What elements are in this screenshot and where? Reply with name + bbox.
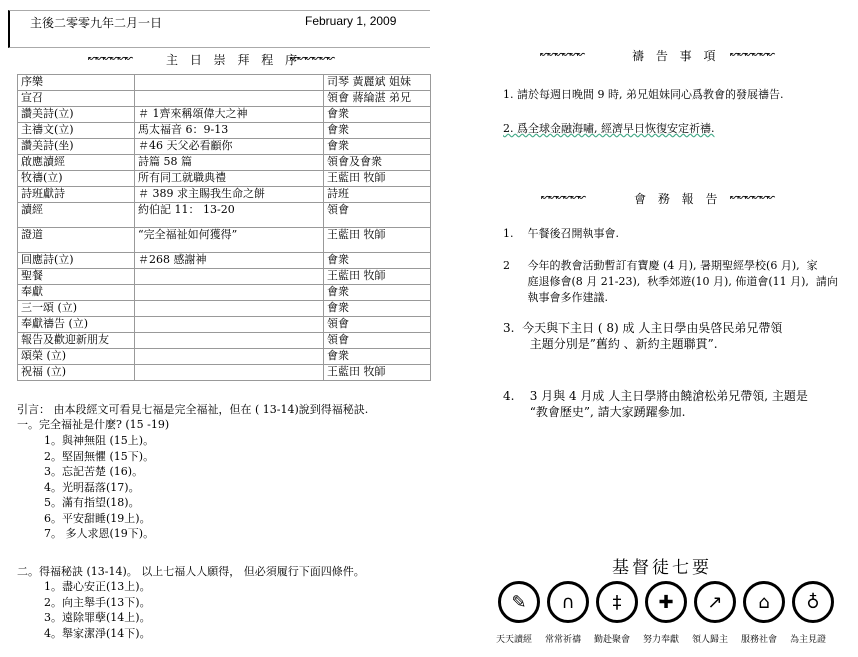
outline-item: 3。忘記苦楚 (16)。 — [44, 465, 144, 478]
worship-item: 啟應讀經 — [18, 155, 135, 171]
worship-order-table — [17, 74, 431, 381]
announce-item-3 — [503, 320, 782, 352]
outline-item: 4。光明磊落(17)。 — [44, 480, 140, 494]
worship-item: 序樂 — [18, 75, 135, 91]
worship-content — [135, 365, 324, 381]
worship-leader: 領會及會衆 — [324, 155, 431, 171]
worship-row — [18, 228, 431, 253]
essential-label: 天天讀經 — [496, 635, 533, 645]
worship-row — [18, 349, 431, 365]
worship-content: 馬太福音 6：9-13 — [135, 123, 324, 139]
worship-content — [135, 317, 324, 333]
worship-item: 奉獻禱告 (立) — [18, 317, 135, 333]
worship-row — [18, 91, 431, 107]
worship-item: 宣召 — [18, 91, 135, 107]
point-two-title: 二。得福秘訣 (13-14)。 以上七福人人願得， 但必須履行下面四條件。 — [17, 565, 365, 578]
worship-item: 頌榮 (立) — [18, 349, 135, 365]
prayer-item-2: 2. 爲全球金融海嘯, 經濟早日恢復安定祈禱. — [503, 122, 715, 135]
worship-row — [18, 203, 431, 228]
giving-icon: ✚ — [645, 581, 687, 623]
essential-label: 為主見證 — [790, 635, 827, 645]
worship-row — [18, 171, 431, 187]
outline-item: 3。遠除罪孽(14上)。 — [44, 611, 151, 624]
worship-leader: 詩班 — [324, 187, 431, 203]
worship-row — [18, 333, 431, 349]
worship-item: 牧禱(立) — [18, 171, 135, 187]
sermon-intro: 引言： 由本段經文可看見七福是完全福祉，但在 ( 13-14)說到得福秘訣. — [17, 403, 369, 416]
worship-item: 三一頌 (立) — [18, 301, 135, 317]
worship-row — [18, 285, 431, 301]
worship-content: ＃ 389 求主賜我生命之餅 — [135, 187, 324, 203]
worship-leader: 王藍田 牧師 — [324, 269, 431, 285]
announce-line: 庭退修會(8 月 21-23), 秋季郊遊(10 月), 佈道會(11 月), 請向 — [503, 275, 838, 288]
point-one-list — [44, 433, 154, 542]
announce-line: 3. 今天與下主日 ( 8) 成 人主日學由吳啓民弟兄帶領 — [503, 321, 783, 335]
worship-content — [135, 75, 324, 91]
worship-leader: 會衆 — [324, 253, 431, 269]
worship-row — [18, 139, 431, 155]
worship-leader: 會衆 — [324, 123, 431, 139]
worship-leader: 會衆 — [324, 285, 431, 301]
title-ornament-right: ↜↜↜↜↜↜ — [290, 53, 335, 64]
outline-item: 1。盡心安正(13上)。 — [44, 580, 151, 593]
worship-item: 聖餐 — [18, 269, 135, 285]
worship-content: ＃46 天父必看顧你 — [135, 139, 324, 155]
worship-content: ＃ 1齊來稱頌偉大之神 — [135, 107, 324, 123]
praying-icon: ∩ — [547, 581, 589, 623]
prayer-title: 禱 告 事 項 — [632, 49, 720, 63]
evangelism-icon: ↗ — [694, 581, 736, 623]
worship-row — [18, 155, 431, 171]
announce-line: 2 今年的教會活動暫訂有寶慶 (4 月), 暑期聖經學校(6 月), 家 — [503, 259, 818, 272]
outline-item: 5。滿有指望(18)。 — [44, 496, 140, 509]
announce-line: 主題分別是”舊約 、新約主題聯貫”. — [503, 337, 718, 351]
worship-content — [135, 269, 324, 285]
worship-row — [18, 317, 431, 333]
essential-label: 常常祈禱 — [545, 635, 582, 645]
worship-item: 詩班獻詩 — [18, 187, 135, 203]
point-two-list — [44, 579, 151, 641]
outline-item: 4。舉家潔淨(14下)。 — [44, 626, 151, 640]
outline-item: 6。平安甜睡(19上)。 — [44, 511, 151, 525]
worship-row — [18, 269, 431, 285]
worship-item: 讚美詩(坐) — [18, 139, 135, 155]
worship-row — [18, 107, 431, 123]
worship-content: 所有同工就職典禮 — [135, 171, 324, 187]
worship-row — [18, 187, 431, 203]
worship-item: 主禱文(立) — [18, 123, 135, 139]
worship-item: 奉獻 — [18, 285, 135, 301]
essential-label: 領人歸主 — [692, 635, 729, 645]
prayer-ornament-right: ↜↜↜↜↜↜ — [730, 49, 775, 60]
worship-leader: 領會 — [324, 317, 431, 333]
worship-leader: 會衆 — [324, 139, 431, 155]
worship-content — [135, 301, 324, 317]
announce-item-2 — [503, 258, 838, 306]
worship-content — [135, 349, 324, 365]
worship-leader: 王藍田 牧師 — [324, 228, 431, 253]
worship-item: 祝福 (立) — [18, 365, 135, 381]
outline-item: 2。堅固無懼 (15下)。 — [44, 449, 155, 463]
worship-content: “完全福祉如何獲得” — [135, 228, 324, 253]
worship-item: 報告及歡迎新朋友 — [18, 333, 135, 349]
announce-ornament-right: ↜↜↜↜↜↜ — [730, 192, 775, 203]
reading-icon: ✎ — [498, 581, 540, 623]
announce-ornament-left: ↜↜↜↜↜↜ — [541, 192, 586, 203]
announce-line: 執事會多作建議. — [503, 291, 608, 304]
gathering-icon: ‡ — [596, 581, 638, 623]
worship-row — [18, 301, 431, 317]
worship-row — [18, 253, 431, 269]
worship-row — [18, 75, 431, 91]
worship-leader: 領會 — [324, 333, 431, 349]
prayer-ornament-left: ↜↜↜↜↜↜ — [540, 49, 585, 60]
point-one-title: 一。完全福祉是什麼? (15 -19) — [17, 418, 170, 431]
worship-leader: 王藍田 牧師 — [324, 365, 431, 381]
worship-leader: 會衆 — [324, 349, 431, 365]
outline-item: 1。與神無阻 (15上)。 — [44, 434, 155, 447]
worship-leader: 王藍田 牧師 — [324, 171, 431, 187]
english-date: February 1, 2009 — [305, 14, 397, 28]
worship-leader: 領會 — [324, 203, 431, 228]
announce-item-4 — [503, 388, 808, 420]
announce-line: “教會歷史”, 請大家踴躍參加. — [503, 405, 686, 419]
prayer-item-1: 1. 請於每週日晚間 9 時, 弟兄姐妹同心爲教會的發展禱告. — [503, 88, 784, 101]
seven-essentials-title: 基督徒七要 — [612, 558, 712, 578]
worship-row — [18, 365, 431, 381]
worship-content — [135, 333, 324, 349]
worship-content: 約伯記 11： 13-20 — [135, 203, 324, 228]
worship-leader: 會衆 — [324, 301, 431, 317]
worship-content — [135, 91, 324, 107]
essential-label: 努力奉獻 — [643, 635, 680, 645]
worship-item: 證道 — [18, 228, 135, 253]
worship-item: 回應詩(立) — [18, 253, 135, 269]
announce-item-1 — [503, 226, 619, 242]
title-ornament-left: ↜↜↜↜↜↜ — [88, 53, 133, 64]
outline-item: 2。向主舉手(13下)。 — [44, 595, 151, 609]
worship-content — [135, 285, 324, 301]
service-icon: ⌂ — [743, 581, 785, 623]
worship-content: ＃268 感謝神 — [135, 253, 324, 269]
worship-row — [18, 123, 431, 139]
worship-leader: 司琴 黃麗斌 姐妹 — [324, 75, 431, 91]
worship-item: 讚美詩(立) — [18, 107, 135, 123]
essential-label: 服務社會 — [741, 635, 778, 645]
worship-title: 主 日 崇 拜 程 序 — [166, 53, 302, 67]
worship-item: 讀經 — [18, 203, 135, 228]
essential-label: 勤赴聚會 — [594, 635, 631, 645]
outline-item: 7。 多人求恩(19下)。 — [44, 527, 155, 540]
worship-leader: 領會 蔣綸湛 弟兄 — [324, 91, 431, 107]
announce-title: 會 務 報 告 — [634, 192, 722, 206]
chinese-date: 主後二零零九年二月一日 — [30, 16, 163, 30]
worship-leader: 會衆 — [324, 107, 431, 123]
announce-line: 4. 3 月與 4 月成 人主日學將由饒滄松弟兄帶領, 主題是 — [503, 389, 808, 403]
worship-content: 詩篇 58 篇 — [135, 155, 324, 171]
witness-icon: ♁ — [792, 581, 834, 623]
announce-line: 1. 午餐後召開執事會. — [503, 227, 619, 240]
